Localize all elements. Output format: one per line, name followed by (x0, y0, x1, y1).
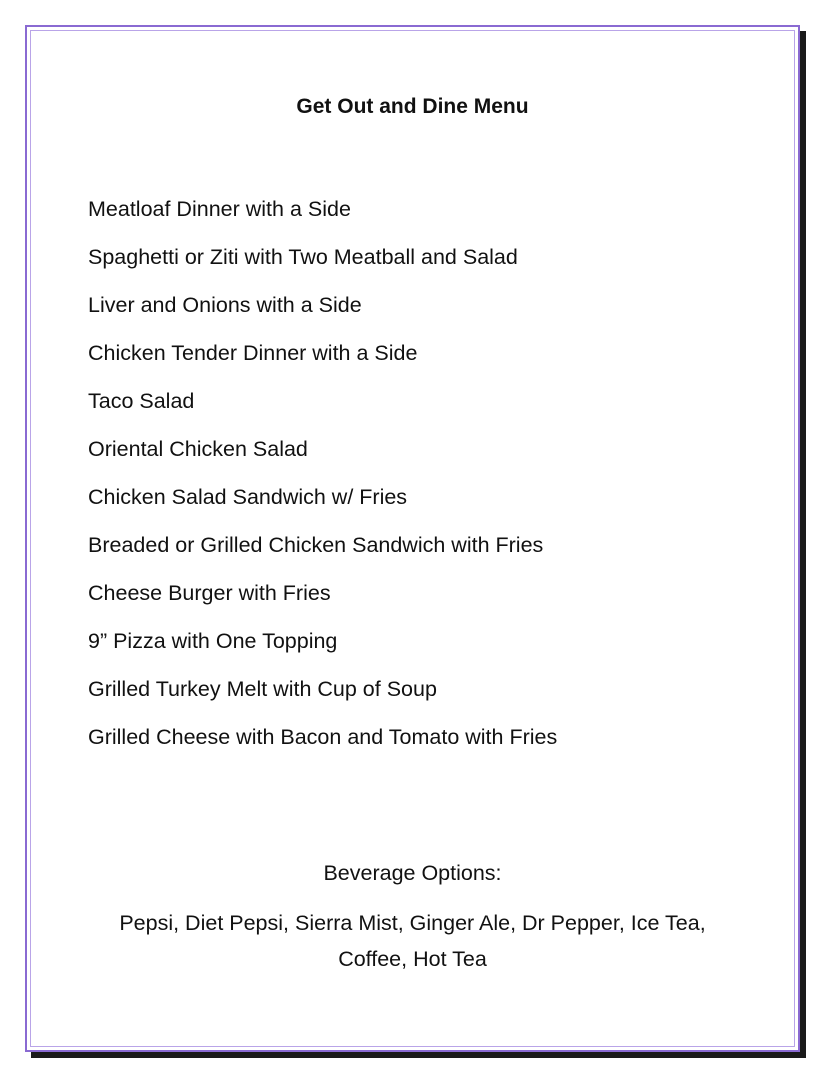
beverage-heading: Beverage Options: (323, 861, 502, 885)
menu-item: Liver and Onions with a Side (88, 293, 362, 317)
menu-item: Cheese Burger with Fries (88, 581, 331, 605)
menu-item: Grilled Cheese with Bacon and Tomato with Fries (88, 725, 558, 749)
menu-item: Chicken Salad Sandwich w/ Fries (88, 485, 408, 509)
menu-item: 9” Pizza with One Topping (88, 629, 338, 653)
menu-list (88, 185, 557, 761)
menu-item: Chicken Tender Dinner with a Side (88, 341, 418, 365)
menu-title: Get Out and Dine Menu (296, 95, 529, 118)
menu-item: Taco Salad (88, 389, 195, 413)
beverage-list: Pepsi, Diet Pepsi, Sierra Mist, Ginger Ale, Dr Pepper, Ice Tea, Coffee, Hot Tea (119, 911, 706, 971)
menu-item: Oriental Chicken Salad (88, 437, 308, 461)
menu-item: Spaghetti or Ziti with Two Meatball and Salad (88, 245, 518, 269)
menu-item: Grilled Turkey Melt with Cup of Soup (88, 677, 437, 701)
menu-item: Meatloaf Dinner with a Side (88, 197, 351, 221)
menu-item: Breaded or Grilled Chicken Sandwich with Fries (88, 533, 544, 557)
menu-page (25, 25, 800, 1052)
